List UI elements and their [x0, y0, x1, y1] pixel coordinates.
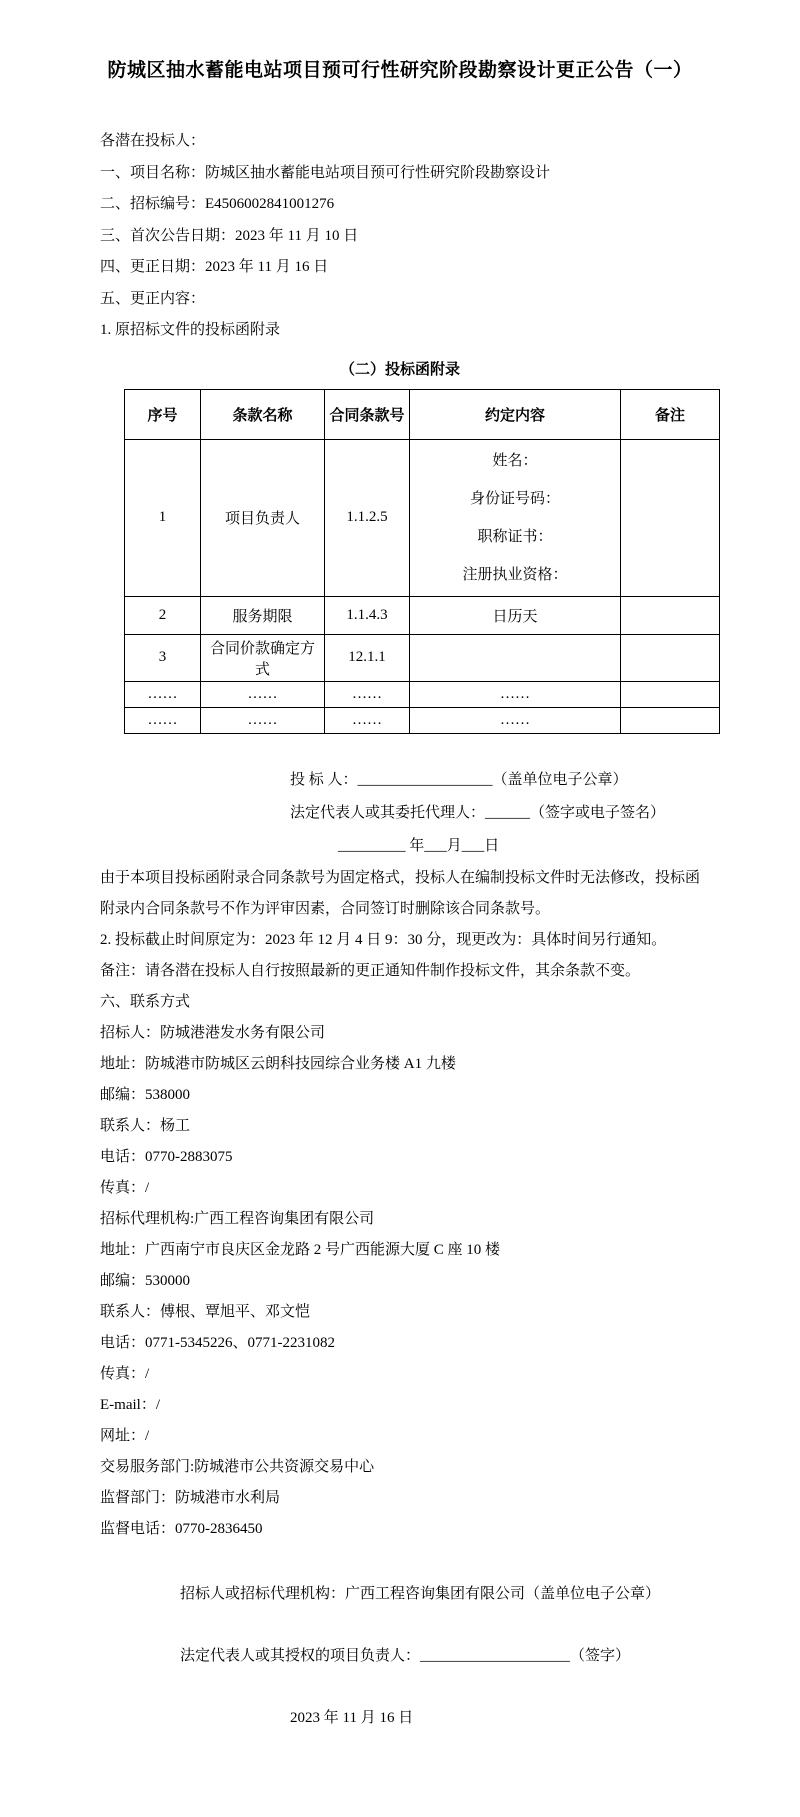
contact-line: 交易服务部门:防城港市公共资源交易中心: [100, 1458, 375, 1475]
intro-list: [100, 158, 700, 316]
cell-remark: [621, 439, 720, 596]
contact-line: 监督电话：0770-2836450: [100, 1520, 263, 1537]
bidder-signature-line: 投 标 人：__________________（盖单位电子公章）: [290, 771, 628, 788]
agreed-content-line: 注册执业资格：: [462, 566, 568, 583]
contact-line: 地址：防城港市防城区云朗科技园综合业务楼 A1 九楼: [100, 1055, 456, 1072]
table-row: [125, 439, 720, 596]
cell-remark: [621, 596, 720, 634]
footer: [100, 1579, 700, 1734]
correction-note: 1. 原招标文件的投标函附录: [100, 322, 281, 338]
agency-signature-line: 招标人或招标代理机构：广西工程咨询集团有限公司（盖单位电子公章）: [180, 1585, 661, 1602]
table-header-row: [125, 389, 720, 439]
cell-remark: [621, 681, 720, 707]
table-row: [125, 707, 720, 733]
legal-rep-signature-line: 法定代表人或其委托代理人：______（签字或电子签名）: [290, 804, 666, 821]
contact-line: 电话：0770-2883075: [100, 1148, 233, 1165]
intro-item: 四、更正日期：2023 年 11 月 16 日: [100, 259, 329, 275]
contact-list: [100, 1018, 700, 1545]
contact-section-heading: 六、联系方式: [100, 993, 191, 1010]
intro-item: 二、招标编号：E4506002841001276: [100, 196, 335, 212]
cell-clause-name: ……: [201, 707, 325, 733]
signature-block: [290, 764, 700, 863]
salutation: 各潜在投标人：: [100, 133, 206, 149]
contact-line: E-mail：/: [100, 1396, 160, 1413]
contact-line: 电话：0771-5345226、0771-2231082: [100, 1334, 335, 1351]
footer-legal-rep-line: 法定代表人或其授权的项目负责人：____________________（签字）: [180, 1647, 631, 1664]
intro-item: 五、更正内容：: [100, 290, 206, 307]
table-header-cell: 约定内容: [410, 389, 621, 439]
table-header-cell: 备注: [621, 389, 720, 439]
intro-item: 一、项目名称：防城区抽水蓄能电站项目预可行性研究阶段勘察设计: [100, 164, 551, 181]
cell-agreed-content: ……: [410, 707, 621, 733]
appendix-table: [124, 389, 720, 734]
cell-serial-no: ……: [125, 681, 201, 707]
table-body: [125, 439, 720, 733]
cell-serial-no: 1: [125, 439, 201, 596]
cell-clause-name: 合同价款确定方式: [201, 634, 325, 681]
cell-clause-name: ……: [201, 681, 325, 707]
contact-line: 监督部门：防城港市水利局: [100, 1489, 281, 1506]
cell-serial-no: ……: [125, 707, 201, 733]
contact-line: 地址：广西南宁市良庆区金龙路 2 号广西能源大厦 C 座 10 楼: [100, 1241, 501, 1258]
agreed-content-line: 身份证号码：: [469, 490, 560, 507]
cell-contract-clause-no: 1.1.2.5: [325, 439, 410, 596]
contact-line: 传真：/: [100, 1365, 150, 1382]
fixed-format-note: 由于本项目投标函附录合同条款号为固定格式，投标人在编制投标文件时无法修改，投标函附录内合同条款号不作为评审因素，合同签订时删除该合同条款号。: [100, 869, 701, 917]
table-caption: （二）投标函附录: [339, 361, 460, 378]
cell-agreed-content: 日历天: [410, 596, 621, 634]
remark-note: 备注：请各潜在投标人自行按照最新的更正通知件制作投标文件，其余条款不变。: [100, 962, 641, 979]
cell-contract-clause-no: 1.1.4.3: [325, 596, 410, 634]
table-header-cell: 序号: [125, 389, 201, 439]
table-row: [125, 634, 720, 681]
cell-clause-name: 服务期限: [201, 596, 325, 634]
table-row: [125, 596, 720, 634]
intro-item: 三、首次公告日期：2023 年 11 月 10 日: [100, 227, 359, 244]
cell-agreed-content: [410, 634, 621, 681]
contact-line: 联系人：杨工: [100, 1117, 191, 1134]
signature-date-line: _________ 年___月___日: [338, 837, 500, 854]
cell-remark: [621, 707, 720, 733]
agreed-content-line: 姓名：: [492, 452, 538, 469]
contact-line: 传真：/: [100, 1179, 150, 1196]
cell-contract-clause-no: 12.1.1: [325, 634, 410, 681]
contact-line: 网址：/: [100, 1427, 150, 1444]
cell-agreed-content: [410, 439, 621, 596]
agreed-content-line: 职称证书：: [477, 528, 553, 545]
page-title: 防城区抽水蓄能电站项目预可行性研究阶段勘察设计更正公告（一）: [107, 60, 693, 81]
contact-line: 招标人：防城港港发水务有限公司: [100, 1024, 326, 1041]
contact-line: 邮编：538000: [100, 1086, 191, 1103]
cell-remark: [621, 634, 720, 681]
contact-line: 邮编：530000: [100, 1272, 191, 1289]
correction-notes: [100, 863, 700, 987]
footer-date: 2023 年 11 月 16 日: [290, 1709, 414, 1726]
cell-clause-name: 项目负责人: [201, 439, 325, 596]
table-header-cell: 合同条款号: [325, 389, 410, 439]
deadline-change-note: 2. 投标截止时间原定为：2023 年 12 月 4 日 9：30 分，现更改为：具体时间另行通知。: [100, 931, 667, 948]
cell-serial-no: 2: [125, 596, 201, 634]
cell-agreed-content: ……: [410, 681, 621, 707]
cell-contract-clause-no: ……: [325, 707, 410, 733]
cell-contract-clause-no: ……: [325, 681, 410, 707]
table-row: [125, 681, 720, 707]
cell-serial-no: 3: [125, 634, 201, 681]
contact-line: 招标代理机构:广西工程咨询集团有限公司: [100, 1210, 375, 1227]
contact-line: 联系人：傅根、覃旭平、邓文恺: [100, 1303, 311, 1320]
table-header-cell: 条款名称: [201, 389, 325, 439]
